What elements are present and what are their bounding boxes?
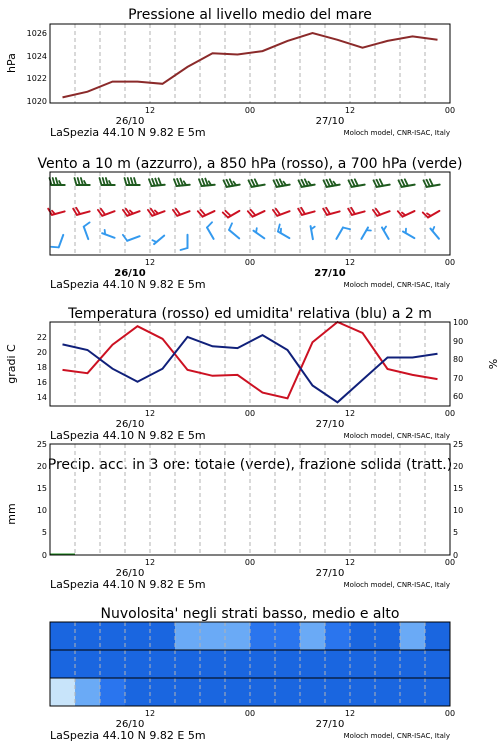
cloud-cell <box>250 678 276 706</box>
cloud-cell <box>75 650 101 678</box>
time-tick-label: 00 <box>444 709 456 718</box>
wind-barb-feather <box>229 223 232 230</box>
cloud-cell <box>300 622 326 650</box>
credit-label: Moloch model, CNR-ISAC, Italy <box>343 281 450 289</box>
precip-ytick: 25 <box>453 440 464 449</box>
cloud-cell <box>325 678 351 706</box>
temperature-yticks <box>37 333 47 402</box>
wind-barb-feather <box>427 180 430 187</box>
cloud-cell <box>150 678 176 706</box>
precip-ytick: 10 <box>36 506 47 515</box>
temperature-panel <box>5 306 499 406</box>
wind-barb-feather <box>134 178 136 185</box>
precip-title: Precip. acc. in 3 ore: totale (verde), frazione solida (tratt.) <box>47 457 453 473</box>
wind-barb-feather <box>432 227 434 231</box>
wind-barb-staff <box>430 229 438 239</box>
temperature-ytick: 16 <box>36 378 47 387</box>
wind-barb-staff <box>336 227 343 238</box>
time-tick-label: 12 <box>144 106 156 115</box>
time-tick-label: 12 <box>344 709 356 718</box>
wind-barb <box>323 179 339 187</box>
wind-barb-feather <box>149 179 152 186</box>
wind-barb-feather <box>305 179 308 186</box>
day-label: 27/10 <box>315 719 345 730</box>
cloud-cell <box>300 678 326 706</box>
temperature-title: Temperatura (rosso) ed umidita' relativa (blu) a 2 m <box>68 306 432 322</box>
precip-yticks-right <box>453 440 463 560</box>
wind-barb-feather <box>152 179 155 186</box>
wind-barb <box>311 226 315 239</box>
wind-barb-feather <box>277 180 280 187</box>
humidity-ytick: 60 <box>453 392 464 401</box>
wind-barb-feather <box>384 227 386 231</box>
wind-barb-feather <box>252 180 255 187</box>
pressure-ytick: 1026 <box>26 29 47 38</box>
wind-barb <box>373 179 389 187</box>
wind-barb-feather <box>199 179 202 186</box>
humidity-ytick: 70 <box>453 374 464 383</box>
wind-barb-feather <box>207 222 212 227</box>
wind-barb <box>398 179 414 187</box>
cloud-cell <box>350 678 376 706</box>
temperature-ytick: 14 <box>36 393 47 402</box>
pressure-frame <box>50 24 450 103</box>
clouds-title: Nuvolosita' negli strati basso, medio e alto <box>100 606 400 622</box>
wind-barb <box>336 227 350 238</box>
wind-barb-feather <box>180 179 183 186</box>
cloud-cell <box>400 678 426 706</box>
wind-barb <box>102 230 114 238</box>
cloud-cell <box>375 622 401 650</box>
wind-barb-feather <box>405 179 408 186</box>
time-tick-label: 12 <box>344 258 356 267</box>
wind-barb-feather <box>330 179 333 186</box>
cloud-cell <box>75 622 101 650</box>
wind-barb-feather <box>402 213 406 216</box>
wind-barb-staff <box>253 231 264 239</box>
time-tick-label: 12 <box>144 258 156 267</box>
cloud-cell <box>75 678 101 706</box>
temperature-ytick: 20 <box>36 348 47 357</box>
wind-barb-feather <box>380 179 383 186</box>
wind-barb-feather <box>52 211 55 214</box>
wind-barb-feather <box>155 210 158 213</box>
wind-barb-feather <box>256 228 257 232</box>
wind-barb-feather <box>202 179 205 186</box>
cloud-cell <box>125 622 151 650</box>
wind-barb-feather <box>181 248 188 250</box>
wind-barb-feather <box>130 210 133 213</box>
wind-barb-feather <box>53 178 55 185</box>
pressure-ytick: 1022 <box>26 74 47 83</box>
wind-barb-feather <box>280 179 283 186</box>
wind-barb-staff <box>127 236 139 241</box>
location-label: LaSpezia 44.10 N 9.82 E 5m <box>50 278 206 291</box>
temperature-ytick: 18 <box>36 363 47 372</box>
cloud-cell <box>100 678 126 706</box>
wind-barb-feather <box>174 179 177 186</box>
wind-barb <box>348 208 364 215</box>
wind-barb-feather <box>106 178 108 185</box>
wind-barb <box>430 227 438 239</box>
wind-barb-feather <box>402 180 405 187</box>
wind-barb <box>51 235 63 247</box>
wind-barb-feather <box>81 178 83 185</box>
wind-barb-feather <box>159 178 162 185</box>
wind-barb-staff <box>84 227 89 239</box>
pressure-ytick: 1024 <box>26 52 47 61</box>
credit-label: Moloch model, CNR-ISAC, Italy <box>343 432 450 440</box>
wind-barb-feather <box>227 180 230 187</box>
wind-barb <box>100 178 115 185</box>
precip-ytick: 15 <box>36 484 47 493</box>
time-tick-label: 12 <box>344 409 356 418</box>
time-tick-label: 00 <box>444 106 456 115</box>
day-label: 26/10 <box>115 568 145 579</box>
cloud-cell <box>225 678 251 706</box>
wind-barb <box>229 223 239 238</box>
precip-ytick: 5 <box>41 528 47 537</box>
cloud-cell <box>175 650 201 678</box>
cloud-cell <box>50 678 76 706</box>
location-label: LaSpezia 44.10 N 9.82 E 5m <box>50 729 206 742</box>
cloud-cell <box>325 650 351 678</box>
precip-ytick: 10 <box>453 506 464 515</box>
precip-ytick: 0 <box>453 551 459 560</box>
wind-barb-staff <box>154 236 164 244</box>
wind-barb <box>84 222 90 239</box>
cloud-cell <box>300 650 326 678</box>
time-tick-label: 12 <box>344 106 356 115</box>
location-label: LaSpezia 44.10 N 9.82 E 5m <box>50 578 206 591</box>
wind-barb <box>223 179 239 187</box>
precip-ytick: 0 <box>41 551 47 560</box>
wind-barb-feather <box>230 179 233 186</box>
credit-label: Moloch model, CNR-ISAC, Italy <box>343 732 450 740</box>
wind-barb-staff <box>102 233 114 238</box>
cloud-cell <box>50 622 76 650</box>
cloud-cell <box>400 622 426 650</box>
humidity-ytick: 90 <box>453 337 464 346</box>
wind-barb-feather <box>177 179 180 186</box>
wind-barb <box>48 209 64 215</box>
precip-ytick: 15 <box>453 484 464 493</box>
wind-barb-staff <box>59 235 64 247</box>
humidity-yticks <box>453 318 468 401</box>
time-tick-label: 12 <box>144 409 156 418</box>
time-tick-label: 00 <box>444 409 456 418</box>
cloud-cell <box>225 650 251 678</box>
wind-barb <box>348 179 364 187</box>
precip-yticks-left <box>37 440 47 560</box>
wind-barb-feather <box>51 247 58 248</box>
wind-barb <box>323 208 339 215</box>
wind-barb-feather <box>327 180 330 187</box>
cloud-cell <box>275 678 301 706</box>
credit-label: Moloch model, CNR-ISAC, Italy <box>343 129 450 137</box>
time-tick-label: 00 <box>244 558 256 567</box>
cloud-cell <box>125 650 151 678</box>
wind-barb-feather <box>205 179 208 186</box>
pressure-grid <box>75 24 425 103</box>
wind-barb-feather <box>343 227 350 229</box>
day-label: 26/10 <box>115 719 145 730</box>
precip-panel <box>5 440 463 560</box>
wind-barb-feather <box>125 178 127 185</box>
precip-ytick: 20 <box>36 462 47 471</box>
cloud-cell <box>250 622 276 650</box>
cloud-cell <box>375 678 401 706</box>
wind-barb-feather <box>430 179 433 186</box>
time-tick-label: 00 <box>244 258 256 267</box>
time-tick-label: 00 <box>244 709 256 718</box>
cloud-cell <box>150 650 176 678</box>
cloud-cell <box>325 622 351 650</box>
day-label: 26/10 <box>115 116 145 127</box>
temperature-ytick: 22 <box>36 333 47 342</box>
wind-barb <box>298 208 314 215</box>
precip-ylabel: mm <box>5 503 18 525</box>
cloud-cell <box>350 622 376 650</box>
wind-barb <box>149 178 165 186</box>
time-tick-label: 12 <box>144 709 156 718</box>
time-tick-label: 00 <box>244 409 256 418</box>
temperature-ylabel: gradi C <box>5 344 18 384</box>
time-tick-label: 12 <box>344 558 356 567</box>
wind-barb-staff <box>278 232 289 239</box>
cloud-cell <box>150 622 176 650</box>
cloud-cell <box>100 650 126 678</box>
time-tick-label: 00 <box>244 106 256 115</box>
cloud-cell <box>100 622 126 650</box>
wind-barb-feather <box>302 180 305 187</box>
cloud-cell <box>175 678 201 706</box>
precip-ytick: 20 <box>453 462 464 471</box>
wind-barb <box>125 178 140 185</box>
credit-label: Moloch model, CNR-ISAC, Italy <box>343 581 450 589</box>
wind-barb-staff <box>207 227 214 238</box>
cloud-cell <box>250 650 276 678</box>
wind-barb <box>73 208 89 215</box>
wind-barb <box>273 179 289 187</box>
wind-barb-feather <box>75 178 77 185</box>
day-label: 27/10 <box>315 568 345 579</box>
pressure-panel <box>5 7 450 106</box>
wind-barb-feather <box>100 178 102 185</box>
wind-barb-feather <box>255 179 258 186</box>
wind-barb-feather <box>78 178 80 185</box>
cloud-cell <box>425 650 451 678</box>
wind-barb <box>152 236 164 244</box>
pressure-ytick: 1020 <box>26 97 47 106</box>
precip-ytick: 5 <box>453 528 459 537</box>
humidity-ytick: 100 <box>453 318 469 327</box>
clouds-panel <box>50 606 451 706</box>
day-label: 27/10 <box>315 116 345 127</box>
cloud-cell <box>275 650 301 678</box>
wind-barb-feather <box>155 179 158 186</box>
day-label: 27/10 <box>314 268 346 279</box>
wind-barb <box>207 222 214 239</box>
cloud-cell <box>50 650 76 678</box>
wind-barb-feather <box>427 213 431 215</box>
wind-barb <box>361 227 370 238</box>
wind-barb-feather <box>278 224 280 231</box>
pressure-yticks <box>27 29 47 106</box>
humidity-ylabel: % <box>486 358 499 370</box>
location-label: LaSpezia 44.10 N 9.82 E 5m <box>50 429 206 442</box>
wind-barb-feather <box>105 230 106 234</box>
day-label: 26/10 <box>114 268 146 279</box>
wind-barb <box>423 179 439 187</box>
day-label: 26/10 <box>115 419 145 430</box>
time-tick-label: 00 <box>444 558 456 567</box>
cloud-cell <box>275 622 301 650</box>
cloud-cell <box>425 678 451 706</box>
cloud-cell <box>175 622 201 650</box>
wind-barb <box>253 228 264 238</box>
wind-barb <box>298 179 314 187</box>
cloud-cell <box>350 650 376 678</box>
pressure-ylabel: hPa <box>5 53 18 73</box>
wind-barb <box>75 178 90 185</box>
location-label: LaSpezia 44.10 N 9.82 E 5m <box>50 126 206 139</box>
humidity-ytick: 80 <box>453 355 464 364</box>
wind-panel <box>37 156 462 255</box>
cloud-cell <box>225 622 251 650</box>
wind-barb-feather <box>84 222 90 226</box>
wind-barbs <box>48 178 440 250</box>
wind-barb-feather <box>128 178 130 185</box>
cloud-cell <box>200 650 226 678</box>
pressure-title: Pressione al livello medio del mare <box>128 7 372 23</box>
time-tick-label: 00 <box>444 258 456 267</box>
wind-barb-feather <box>131 178 133 185</box>
wind-barb-staff <box>229 230 239 238</box>
day-label: 27/10 <box>315 419 345 430</box>
wind-barb <box>181 235 188 250</box>
wind-barb-feather <box>56 178 58 185</box>
wind-barb-staff <box>361 227 368 238</box>
wind-title: Vento a 10 m (azzurro), a 850 hPa (rosso), a 700 hPa (verde) <box>37 156 463 172</box>
wind-barb-staff <box>403 232 414 239</box>
cloud-cell <box>375 650 401 678</box>
wind-barb-feather <box>355 179 358 186</box>
cloud-cell <box>425 622 451 650</box>
wind-barb-feather <box>352 180 355 187</box>
wind-barb-feather <box>103 178 105 185</box>
wind-barb <box>50 178 65 185</box>
wind-barb <box>382 227 389 239</box>
time-tick-label: 12 <box>144 558 156 567</box>
precip-ytick: 25 <box>36 440 47 449</box>
wind-barb <box>403 229 414 238</box>
wind-barb-feather <box>377 180 380 187</box>
wind-barb-feather <box>152 240 156 242</box>
cloud-cell <box>200 678 226 706</box>
wind-barb <box>199 179 215 186</box>
wind-barb <box>248 179 264 187</box>
cloud-cell <box>400 650 426 678</box>
wind-barb <box>174 179 190 186</box>
wind-barb <box>278 224 289 238</box>
cloud-cell <box>200 622 226 650</box>
cloud-cell <box>125 678 151 706</box>
